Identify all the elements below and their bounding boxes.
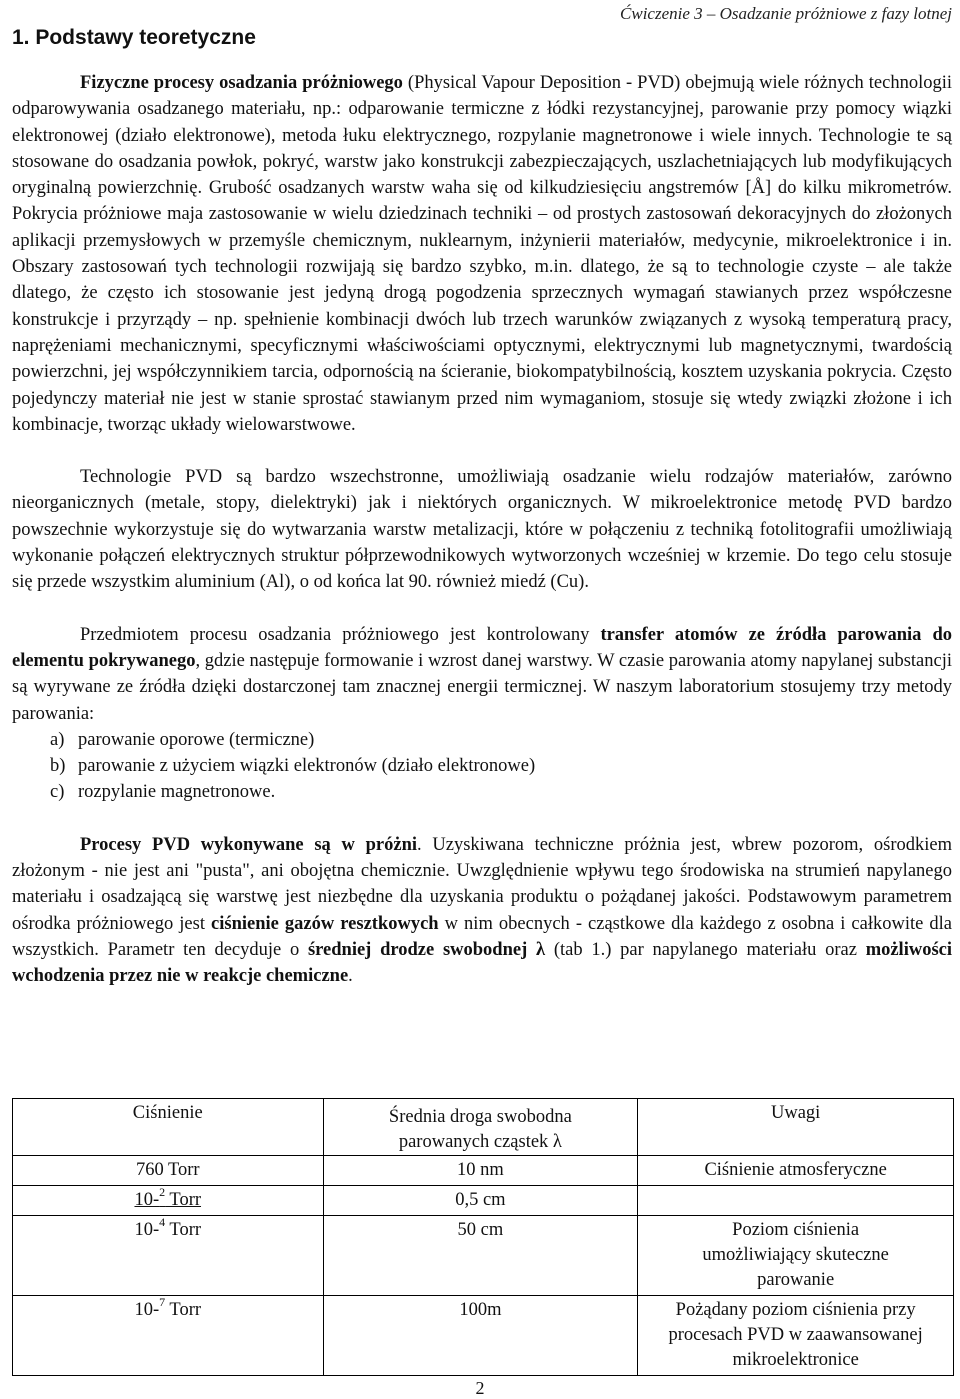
pressure-unit: Torr <box>165 1220 202 1240</box>
table-cell-note: Poziom ciśnienia umożliwiający skuteczne parowanie <box>638 1216 954 1296</box>
paragraph-vacuum <box>12 832 952 990</box>
table-row <box>13 1216 954 1296</box>
list-item-text: parowanie z użyciem wiązki elektronów (działo elektronowe) <box>78 756 536 777</box>
document-page <box>12 0 952 990</box>
table-row <box>13 1296 954 1376</box>
text-run: w nim obecnych - cząstkowe dla każdego z osobna i całkowite dla wszystkich. Parametr ten decyduje o <box>12 913 952 960</box>
table-cell-lambda: 100m <box>323 1296 638 1376</box>
list-item <box>12 753 952 779</box>
list-item <box>12 727 952 753</box>
bold-term-pvd: Fizyczne procesy osadzania próżniowego <box>80 73 403 93</box>
table-header-row <box>13 1099 954 1156</box>
pressure-base: 10- <box>134 1220 160 1240</box>
pressure-unit: Torr <box>165 1190 202 1210</box>
pressure-value <box>134 1185 202 1210</box>
list-item-text: rozpylanie magnetronowe. <box>78 782 276 803</box>
text-run: . Uzyskiwana techniczne próżnia jest, wbrew pozorom, ośrodkiem złożonym - nie jest ani "pusta", ani obojętna chemicznie. Uwzględnienie wpływu tego środowiska na strumień napylanego materiału i osadzającą się warstwę jest niezbędne dla uzyskania produktu o pożądanej jakości. Podstawowym parametrem ośrodka próżniowego jest <box>12 834 952 934</box>
table-cell-pressure <box>13 1296 324 1376</box>
paragraph-pvd-intro <box>12 70 952 438</box>
text-run: , gdzie następuje formowanie i wzrost danej warstwy. W czasie parowania atomy napylanej substancji są wyrywane ze źródła dzięki dostarczonej tam znacznej energii termicznej. W naszym laboratorium stosujemy trzy metody parowania: <box>12 650 952 724</box>
pressure-exponent: 4 <box>159 1215 166 1229</box>
pressure-base: 10- <box>134 1300 160 1320</box>
pressure-exponent: 2 <box>159 1185 166 1199</box>
methods-list <box>12 727 952 806</box>
list-marker: b) <box>50 756 66 777</box>
mean-free-path-table <box>12 1098 954 1376</box>
table-header-cell: Ciśnienie <box>13 1099 324 1156</box>
running-header: Ćwiczenie 3 – Osadzanie próżniowe z fazy lotnej <box>620 4 952 23</box>
table-cell-note: Ciśnienie atmosferyczne <box>638 1156 954 1186</box>
pressure-value: 760 Torr <box>135 1160 200 1180</box>
bold-term-transfer: transfer atomów ze źródła parowania do elementu pokrywanego <box>12 624 952 671</box>
table-row <box>13 1156 954 1186</box>
chapter-title: 1. Podstawy teoretyczne <box>12 26 256 49</box>
bold-term-vacuum: Procesy PVD wykonywane są w próżni <box>80 834 418 855</box>
text-run: (tab 1.) par napylanego materiału oraz <box>545 939 866 960</box>
text-run: . <box>348 966 353 987</box>
bold-term-pressure: ciśnienie gazów resztkowych <box>211 913 439 934</box>
table-cell-pressure <box>13 1156 324 1186</box>
table-row <box>13 1186 954 1216</box>
paragraph-pvd-versatility: Technologie PVD są bardzo wszechstronne, umożliwiają osadzanie wielu rodzajów materiałów, zarówno nieorganicznych (metale, stopy, dielektryki) jak i niektórych organicznych. W mikroelektronice metodę PVD bardzo powszechnie wykorzystuje się do wytwarzania warstw metalizacji, które w połączeniu z techniką fotolitografii umożliwiają wykonanie połączeń elektrycznych struktur półprzewodnikowych wytworzonych wcześniej w krzemie. Do tego celu stosuje się przede wszystkim aluminium (Al), o od końca lat 90. również miedź (Cu). <box>12 467 952 593</box>
table-cell-pressure <box>13 1186 324 1216</box>
bold-term-reactions: możliwości wchodzenia przez nie w reakcje chemiczne <box>12 939 952 987</box>
list-marker: a) <box>50 729 65 750</box>
page-number: 2 <box>475 1378 485 1398</box>
pressure-base: 10- <box>134 1190 160 1210</box>
list-marker: c) <box>50 782 65 803</box>
paragraph-text: (Physical Vapour Deposition - PVD) obejmują wiele różnych technologii odparowywania osadzanego materiału, np.: odparowanie termiczne z łódki rezystancyjnej, parowanie przy pomocy wiązki elektronowej (działo elektronowe), metoda łuku elektrycznego, rozpylanie magnetronowe i wiele innych. Technologie te są stosowane do osadzania powłok, pokryć, warstw jako konstrukcji zabezpieczających, uszlachetniających lub modyfikujących oryginalną powierzchnię. Grubość osadzanych warstw waha się od kilkudziesięciu angstremów [Å] do kilku mikrometrów. Pokrycia próżniowe maja zastosowanie w wielu dziedzinach techniki – od prostych zastosowań dekoracyjnych do złożonych aplikacji przemysłowych w przemyśle chemicznym, nuklearnym, inżynierii materiałów, medycynie, mikroelektronice i in. Obszary zastosowań tych technologii rozwijają się bardzo szybko, m.in. dlatego, że są to technologie czyste – ale także dlatego, że często ich stosowanie jest jedyną drogą pogodzenia sprzecznych wymagań stawianych przez współczesne konstrukcje i przyrządy – np. spełnienie kombinacji dwóch lub trzech warunków związanych z wysoką temperaturą pracy, naprężeniami mechanicznymi, specyficznymi właściwościami optycznymi, elektrycznymi lub magnetycznymi, twardością powierzchni, jej współczynnikiem tarcia, odpornością na ścieranie, biokompatybilnością, kosztem uzyskania pokrycia. Często pojedynczy materiał nie jest w stanie sprostać stawianym przed nim wymaganiom, stosuje się wtedy związki złożone i ich kombinacje, tworząc układy wielowarstwowe. <box>12 73 952 435</box>
bold-term-mean-free-path: średniej drodze swobodnej λ <box>307 939 546 960</box>
list-item <box>12 779 952 805</box>
pressure-exponent: 7 <box>159 1295 166 1309</box>
list-item-text: parowanie oporowe (termiczne) <box>78 729 315 750</box>
table-header-cell: Średnia droga swobodna parowanych cząstek λ <box>323 1099 638 1156</box>
table-header-cell: Uwagi <box>638 1099 954 1156</box>
table-cell-lambda: 0,5 cm <box>323 1186 638 1216</box>
table-cell-lambda: 50 cm <box>323 1216 638 1296</box>
text-run: Przedmiotem procesu osadzania próżniowego jest kontrolowany <box>80 624 601 645</box>
table-cell-note <box>638 1186 954 1216</box>
table-cell-lambda: 10 nm <box>323 1156 638 1186</box>
paragraph-process-subject <box>12 622 952 727</box>
table-cell-note: Pożądany poziom ciśnienia przy procesach PVD w zaawansowanej mikroelektronice <box>638 1296 954 1376</box>
table-cell-pressure <box>13 1216 324 1296</box>
page-header <box>12 0 952 62</box>
pressure-unit: Torr <box>165 1300 202 1320</box>
